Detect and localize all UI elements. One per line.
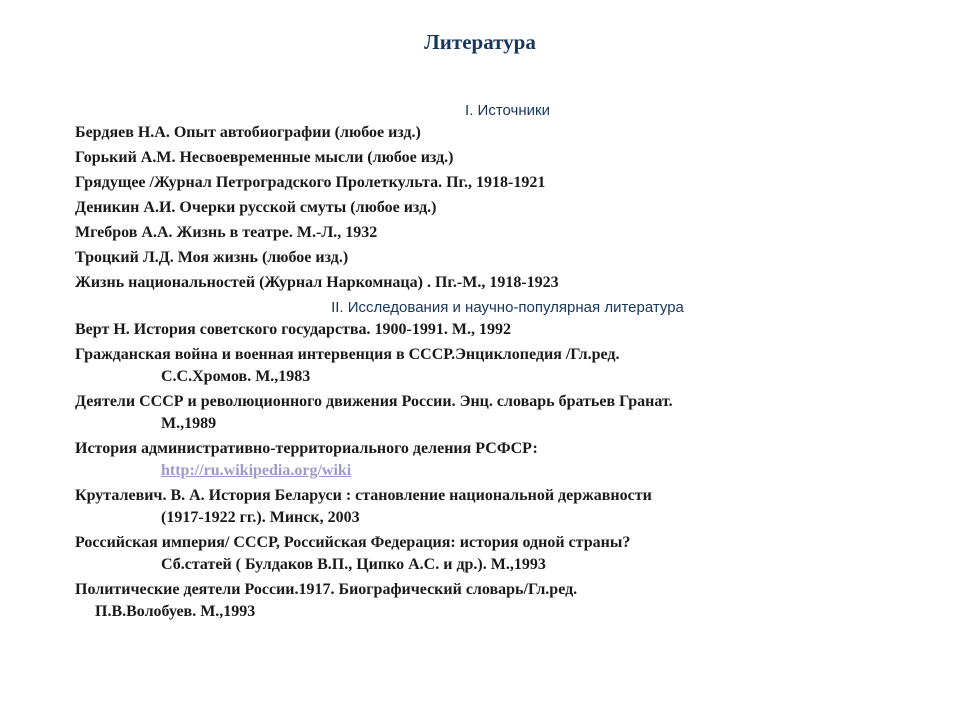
list-item xyxy=(75,485,895,529)
entry-text: Мгебров А.А. Жизнь в театре. М.-Л., 1932 xyxy=(75,224,378,241)
entry-continuation: С.С.Хромов. М.,1983 xyxy=(161,368,311,385)
list-item xyxy=(75,579,895,623)
entry-continuation: М.,1989 xyxy=(161,415,217,432)
list-item xyxy=(75,532,895,576)
entry-text: Круталевич. В. А. История Беларуси : становление национальной державности xyxy=(75,487,652,504)
list-item xyxy=(75,247,895,269)
list-item xyxy=(75,391,895,435)
list-item xyxy=(75,122,895,144)
list-item xyxy=(75,197,895,219)
entry-text: Троцкий Л.Д. Моя жизнь (любое изд.) xyxy=(75,249,349,266)
section-heading-sources: I. Источники xyxy=(465,102,550,119)
list-item xyxy=(75,344,895,388)
entry-text: Российская империя/ СССР, Российская Федерация: история одной страны? xyxy=(75,534,631,551)
list-item xyxy=(75,147,895,169)
entry-text: Деятели СССР и революционного движения России. Энц. словарь братьев Гранат. xyxy=(75,393,673,410)
entry-continuation: П.В.Волобуев. М.,1993 xyxy=(95,603,256,620)
entry-text: Горький А.М. Несвоевременные мысли (любое изд.) xyxy=(75,149,454,166)
list-item xyxy=(75,172,895,194)
bibliography xyxy=(75,100,895,626)
entry-text: Бердяев Н.А. Опыт автобиографии (любое изд.) xyxy=(75,124,421,141)
list-item xyxy=(75,272,895,294)
entry-continuation: Сб.статей ( Булдаков В.П., Ципко А.С. и др.). М.,1993 xyxy=(161,556,546,573)
entry-text: Политические деятели России.1917. Биографический словарь/Гл.ред. xyxy=(75,581,578,598)
entry-text: Жизнь национальностей (Журнал Наркомнаца) . Пг.-М., 1918-1923 xyxy=(75,274,559,291)
entry-text: Гражданская война и военная интервенция в СССР.Энциклопедия /Гл.ред. xyxy=(75,346,620,363)
list-item xyxy=(75,319,895,341)
page-title: Литература xyxy=(424,30,536,54)
entry-text: История административно-территориального деления РСФСР: xyxy=(75,440,538,457)
entry-text: Верт Н. История советского государства. 1900-1991. М., 1992 xyxy=(75,321,511,338)
wikipedia-link[interactable]: http://ru.wikipedia.org/wiki xyxy=(161,462,352,479)
list-item xyxy=(75,222,895,244)
entry-text: Грядущее /Журнал Петроградского Пролеткульта. Пг., 1918-1921 xyxy=(75,174,546,191)
entry-continuation: (1917-1922 гг.). Минск, 2003 xyxy=(161,509,360,526)
entry-text: Деникин А.И. Очерки русской смуты (любое изд.) xyxy=(75,199,437,216)
list-item xyxy=(75,438,895,482)
section-heading-research: II. Исследования и научно-популярная литература xyxy=(331,299,684,316)
